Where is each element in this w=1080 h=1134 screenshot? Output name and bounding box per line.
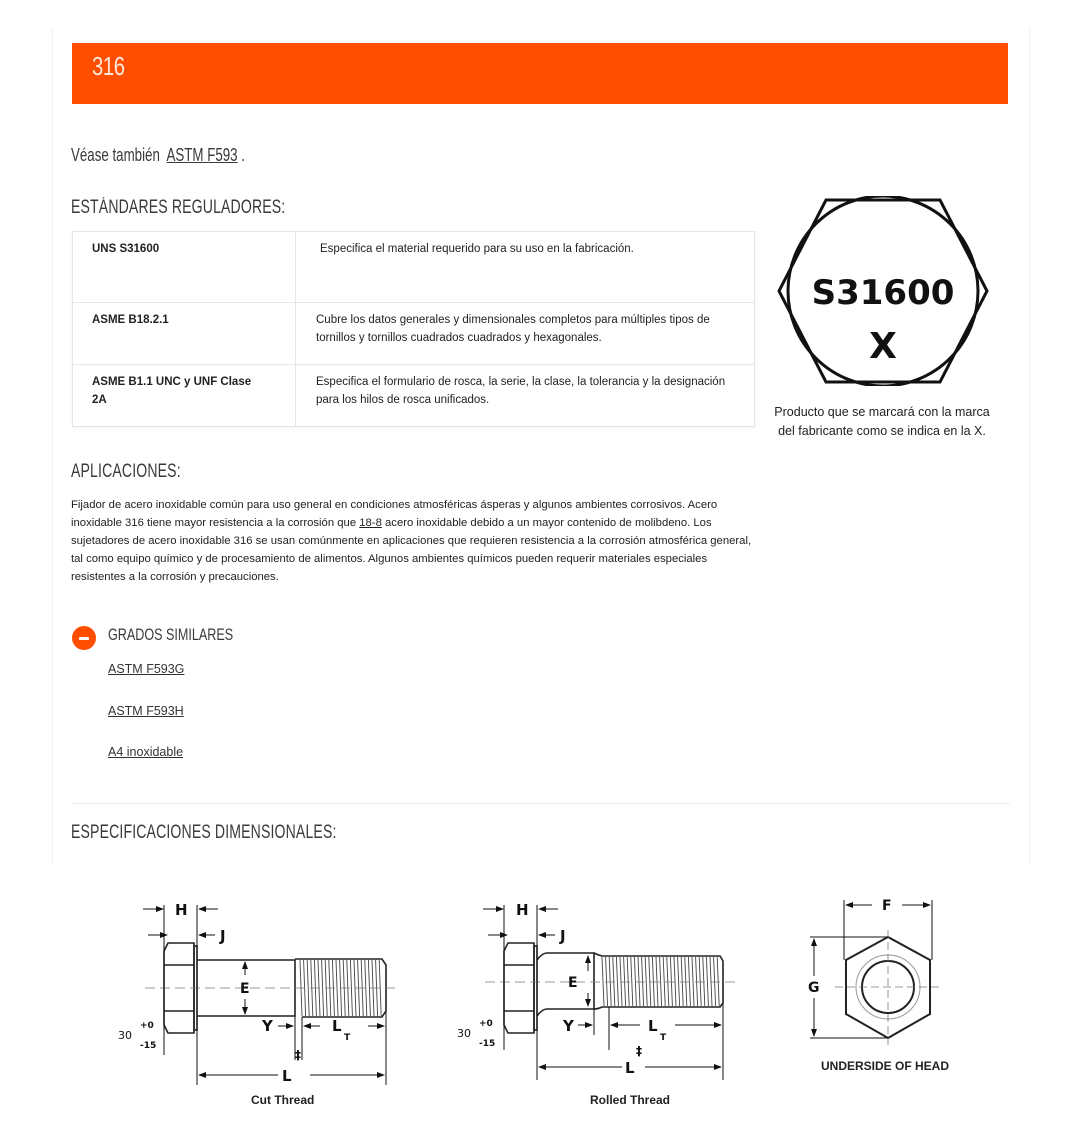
dim-label-e: E (240, 981, 250, 997)
thread-lines (602, 957, 719, 1006)
double-dagger: ‡ (636, 1044, 642, 1058)
double-dagger: ‡ (295, 1048, 301, 1062)
standard-name: UNS S31600 (73, 232, 296, 303)
caption-cut-thread: Cut Thread (251, 1093, 315, 1107)
thread-line (307, 960, 309, 1016)
thread-line (681, 957, 683, 1006)
thread-line (634, 957, 636, 1006)
table-row (73, 365, 755, 427)
table-row (73, 303, 755, 365)
tol-plus: +0 (140, 1021, 154, 1031)
page-title: 316 (92, 51, 125, 81)
thread-line (606, 957, 608, 1006)
dim-label-e: E (568, 975, 578, 991)
standard-description: Cubre los datos generales y dimensionales completos para múltiples tipos de tornillos y tornillos cuadrados cuadrados y hexagonales. (296, 303, 755, 365)
thread-line (667, 957, 669, 1006)
section-divider (72, 803, 1010, 804)
caption-underside-head: UNDERSIDE OF HEAD (821, 1059, 950, 1073)
header-bar (72, 43, 1008, 104)
thread-line (365, 960, 367, 1016)
thread-line (652, 957, 654, 1006)
standards-heading: ESTÁNDARES REGULADORES: (71, 197, 286, 218)
dim-label-f: F (882, 898, 892, 914)
minus-circle-icon[interactable] (72, 626, 96, 650)
standard-name: ASME B18.2.1 (73, 303, 296, 365)
tol-minus: -15 (479, 1039, 496, 1049)
thread-line (609, 957, 611, 1006)
standards-table (72, 231, 755, 427)
applications-heading: APLICACIONES: (71, 461, 181, 482)
thread-line (645, 957, 647, 1006)
cut-thread-diagram (110, 885, 400, 1090)
thread-line (638, 957, 640, 1006)
dim-label-j: J (560, 927, 566, 945)
thread-line (660, 957, 662, 1006)
thread-line (710, 957, 712, 1006)
rolled-thread-diagram (450, 885, 740, 1090)
bolt-shank (537, 953, 594, 1016)
thread-line (620, 957, 622, 1006)
dim-label-g: G (808, 980, 820, 996)
thread-line (696, 957, 698, 1006)
see-also-prefix: Véase también (71, 145, 160, 165)
standard-description: Especifica el formulario de rosca, la serie, la clase, la tolerancia y la designación para los hilos de rosca unificados. (296, 365, 755, 427)
dimensional-heading: ESPECIFICACIONES DIMENSIONALES: (71, 822, 337, 843)
standard-name: ASME B1.1 UNC y UNF Clase 2A (73, 365, 296, 427)
thread-line (322, 960, 324, 1016)
thread-line (685, 957, 687, 1006)
thread-line (703, 957, 705, 1006)
grade-mark: S31600 (811, 273, 955, 313)
thread-line (699, 957, 701, 1006)
standard-description: Especifica el material requerido para su uso en la fabricación. (296, 232, 755, 303)
dim-label-lt: L (648, 1017, 658, 1035)
dim-label-lt-sub: T (344, 1033, 351, 1043)
tol-minus: -15 (140, 1041, 157, 1051)
dim-label-y: Y (563, 1017, 574, 1035)
applications-text: Fijador de acero inoxidable común para uso general en condiciones atmosféricas ásperas y algunos ambientes corrosivos. Acero inoxidable 316 tiene mayor resistencia a la corrosión que 18-8 acero inoxidable debido a un mayor contenido de molibdeno. Los sujetadores de acero inoxidable 316 se usan comúnmente en aplicaciones que requieren resistencia a la corrosión atmosférica general, tal como equipo químico y de procesamiento de alimentos. Algunos ambientes químicos pueden requerir materiales especiales resistentes a la corrosión y precauciones. (71, 499, 752, 583)
bolt-head (504, 943, 534, 1033)
thread-line (642, 957, 644, 1006)
marking-caption: Producto que se marcará con la marca del fabricante como se indica en la X. (774, 405, 990, 438)
thread-line (336, 960, 338, 1016)
thread-line (670, 957, 672, 1006)
thread-line (674, 957, 676, 1006)
thread-line (678, 957, 680, 1006)
dim-label-y: Y (262, 1017, 273, 1035)
thread-line (688, 957, 690, 1006)
dim-label-lt-sub: T (660, 1033, 667, 1043)
manufacturer-mark: X (869, 326, 897, 367)
tol-plus: +0 (479, 1019, 493, 1029)
dim-label-j: J (220, 927, 226, 945)
thread-line (616, 957, 618, 1006)
thread-line (602, 957, 604, 1006)
thread-line (717, 957, 719, 1006)
dim-label-h: H (175, 901, 188, 919)
hex-outline (846, 937, 930, 1038)
similar-grade-link[interactable]: ASTM F593G (108, 662, 185, 676)
astm-f593-link[interactable]: ASTM F593 (166, 145, 238, 165)
thread-line (656, 957, 658, 1006)
18-8-link[interactable]: 18-8 (359, 517, 382, 529)
see-also (71, 145, 306, 166)
dim-label-lt: L (332, 1017, 342, 1035)
dim-label-l: L (625, 1059, 635, 1077)
thread-line (624, 957, 626, 1006)
dim-label-h: H (516, 901, 529, 919)
thread-line (706, 957, 708, 1006)
thread-line (714, 957, 716, 1006)
see-also-suffix: . (241, 145, 246, 165)
head-marking-figure (776, 196, 990, 386)
thread-line (649, 957, 651, 1006)
underside-head-diagram (790, 890, 970, 1060)
similar-grades-heading[interactable]: GRADOS SIMILARES (108, 625, 234, 644)
caption-rolled-thread: Rolled Thread (590, 1093, 671, 1107)
thread-line (631, 957, 633, 1006)
thread-line (627, 957, 629, 1006)
thread-line (692, 957, 694, 1006)
angle-label: 30 (118, 1029, 132, 1042)
thread-line (613, 957, 615, 1006)
similar-grade-link[interactable]: A4 inoxidable (108, 745, 184, 759)
similar-grade-link[interactable]: ASTM F593H (108, 704, 184, 718)
angle-label: 30 (457, 1027, 471, 1040)
thread-line (663, 957, 665, 1006)
dim-label-l: L (282, 1067, 292, 1085)
table-row (73, 232, 755, 303)
thread-line (350, 960, 352, 1016)
